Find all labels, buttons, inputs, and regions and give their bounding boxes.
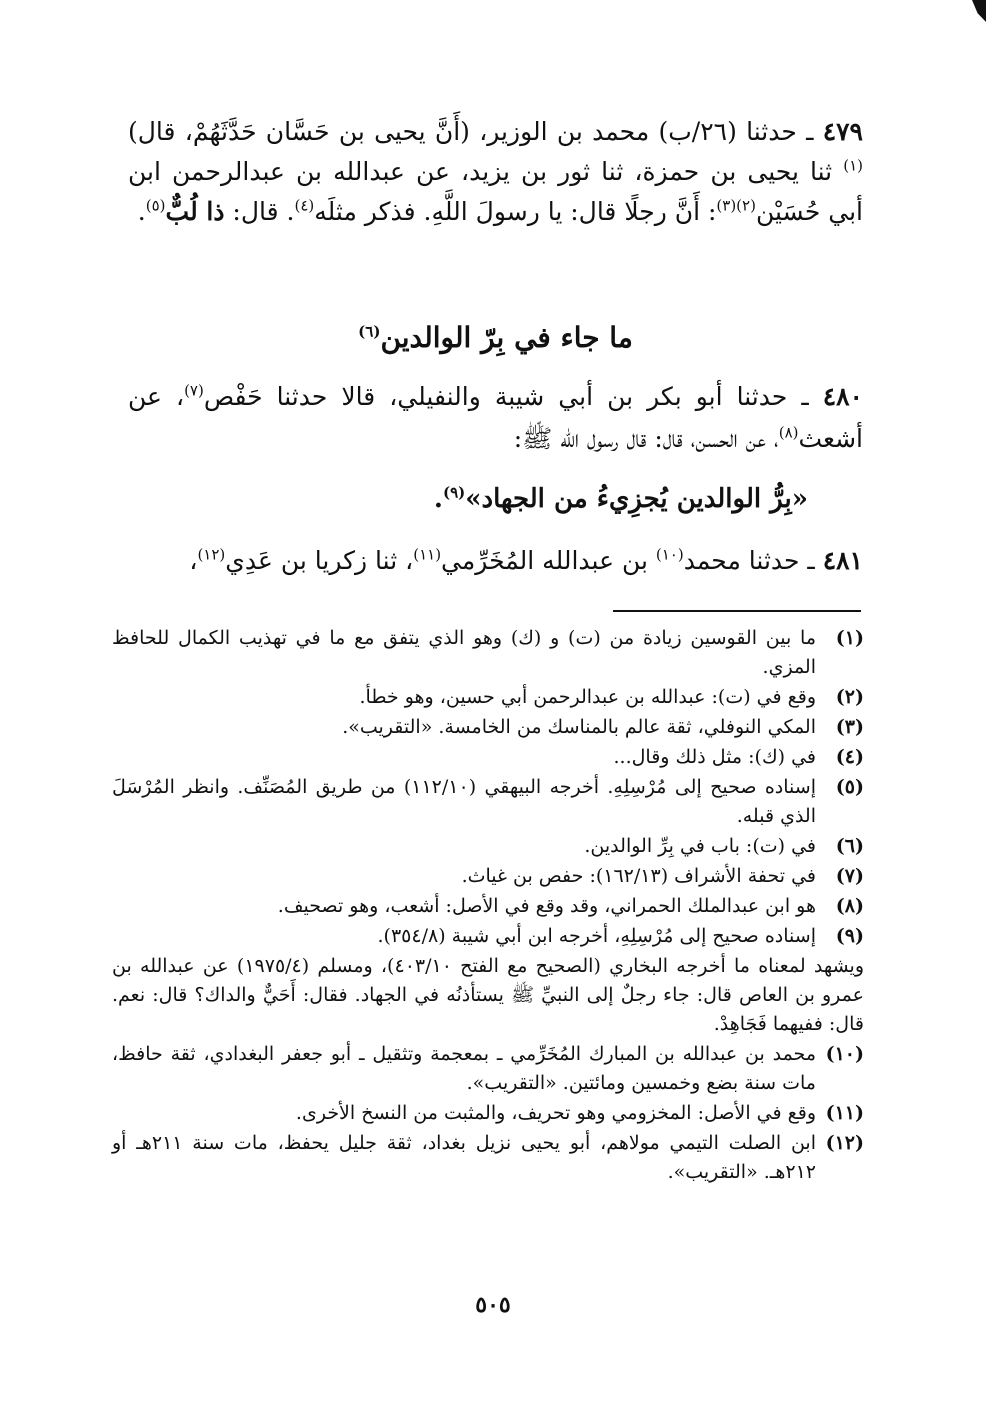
hadith-479 [128,112,863,232]
footnote [112,1099,864,1128]
footnote-text: في (ك): مثل ذلك وقال... [613,746,816,768]
hadith-479-text [128,112,863,232]
footnote [112,713,864,742]
hadith-text: ـ حدثنا (٢٦/ب) محمد بن الوزير، (أَنَّ يحيى بن حَسَّان حَدَّثَهُمْ، قال) [128,117,823,146]
footnote-separator [613,610,861,612]
footnote-text: إسناده صحيح إلى مُرْسِلِهِ، أخرجه ابن أبي شيبة (٣٥٤/٨). [377,925,816,947]
footnote [112,922,864,951]
footnote [112,683,864,712]
chapter-heading [128,318,863,358]
footnotes [112,624,864,1188]
footnote-text: ما بين القوسين زيادة من (ت) و (ك) وهو الذي يتفق مع ما في تهذيب الكمال للحافظ المزي. [112,627,816,678]
footnote-text: المكي النوفلي، ثقة عالم بالمناسك من الخامسة. «التقريب». [342,716,816,738]
footnote-number: (٦) [835,835,864,857]
hadith-text: ، [189,546,198,575]
hadith-text: . [137,197,146,226]
hadith-text: ثنا يحيى بن حمزة، ثنا ثور بن يزيد، عن عبدالله بن عبدالرحمن ابن أبي حُسَيْن [128,157,863,226]
hadith-text: بن عبدالله المُخَرِّمي [441,546,656,575]
footnote [112,1129,864,1187]
footnote-text: وقع في الأصل: المخزومي وهو تحريف، والمثبت من النسخ الأخرى. [295,1102,816,1124]
hadith-481-text [128,540,863,582]
footnote [112,1040,864,1098]
footnote-ref: (١) [843,156,863,175]
footnote-continuation: ويشهد لمعناه ما أخرجه البخاري (الصحيح مع الفتح ٤٠٣/١٠)، ومسلم (١٩٧٥/٤) عن عبدالله بن عمرو بن العاص قال: جاء رجلٌ إلى النبيِّ ﷺ يستأذنُه في الجهاد. فقال: أَحَيٌّ والداك؟ قال: نعم. قال: ففيهما فَجَاهِدْ. [112,955,865,1035]
hadith-480-text [128,376,863,460]
footnote-ref: (٩) [442,483,466,502]
footnote-text: هو ابن عبدالملك الحمراني، وقد وقع في الأصل: أشعب، وهو تصحيف. [277,895,816,917]
footnote-text: في (ت): باب في بِرِّ الوالدين. [584,835,816,857]
footnote-text: وقع في (ت): عبدالله بن عبدالرحمن أبي حسين، وهو خطأ. [359,686,816,708]
footnote-ref: (١١) [413,545,442,564]
hadith-text: ـ حدثنا محمد [683,546,823,575]
footnote-ref: (٤) [294,196,315,215]
footnote-number: (١١) [825,1102,864,1124]
hadith-number: ٤٧٩ [822,117,863,146]
quote-end: . [433,484,443,514]
footnote-text: إسناده صحيح إلى مُرْسِلِهِ. أخرجه البيهقي (١١٢/١٠) من طريق المُصَنِّف. وانظر المُرْسَلَ الذي قبله. [112,776,816,827]
footnote-text: ابن الصلت التيمي مولاهم، أبو يحيى نزيل بغداد، ثقة جليل يحفظ، مات سنة ٢١١هـ أو ٢١٢هـ. «التقريب». [112,1132,816,1183]
hadith-text: ، ثنا زكريا بن عَدِي [225,546,414,575]
footnote-text: في تحفة الأشراف (١٦٢/١٣): حفص بن غياث. [461,865,816,887]
footnote-number: (٢) [835,686,864,708]
hadith-number: ٤٨٠ [822,382,863,411]
footnote-text: محمد بن عبدالله بن المبارك المُخَرِّمي ـ بمعجمة وتثقيل ـ أبو جعفر البغدادي، ثقة حافظ، مات سنة بضع وخمسين ومائتين. «التقريب». [112,1043,816,1094]
footnote-number: (٩) [835,925,864,947]
footnote-ref: (١٢) [197,545,226,564]
footnote [112,862,864,891]
footnote-number: (٣) [835,716,864,738]
footnote [112,773,864,831]
footnote [112,624,864,682]
footnote [112,743,864,772]
hadith-number: ٤٨١ [822,546,863,575]
footnote-ref: (٦) [358,322,381,341]
hadith-text: ، عن الحسن، قال: قال رسول الله ﷺ: [513,424,779,453]
page-number: ٥٠٥ [475,1292,511,1318]
chapter-heading-text: ما جاء في بِرّ الوالدين [380,321,633,354]
hadith-quote [128,478,808,520]
hadith-480 [128,376,863,460]
footnote [112,892,864,921]
footnote-ref: (٥) [145,196,166,215]
hadith-481 [128,540,863,582]
quote-text: «بِرُّ الوالدين يُجزِيءُ من الجهاد» [465,484,808,514]
footnote-number: (٤) [835,746,864,768]
footnote [112,832,864,861]
hadith-text: ـ حدثنا أبو بكر بن أبي شيبة والنفيلي، قالا حدثنا حَفْص [203,382,823,411]
bold-phrase: ذا لُبٌّ [165,197,225,226]
corner-mark [972,0,986,22]
hadith-text: : أَنَّ رجلًا قال: يا رسولَ اللَّهِ. فذكر مثلَه [314,197,717,226]
footnote-ref: (٧) [184,381,204,400]
hadith-text: . قال: [224,197,295,226]
footnote-number: (١) [835,627,864,649]
footnote-number: (٧) [835,865,864,887]
footnote-number: (٨) [835,895,864,917]
footnote-ref: (٨) [778,423,799,442]
footnote-number: (١٢) [825,1132,864,1154]
footnote-number: (٥) [835,776,864,798]
footnote-ref: (٢)(٣) [716,196,756,215]
footnote-ref: (١٠) [655,545,684,564]
hadith-text: ، عن أشعث [128,382,863,453]
footnote-number: (١٠) [825,1043,864,1065]
